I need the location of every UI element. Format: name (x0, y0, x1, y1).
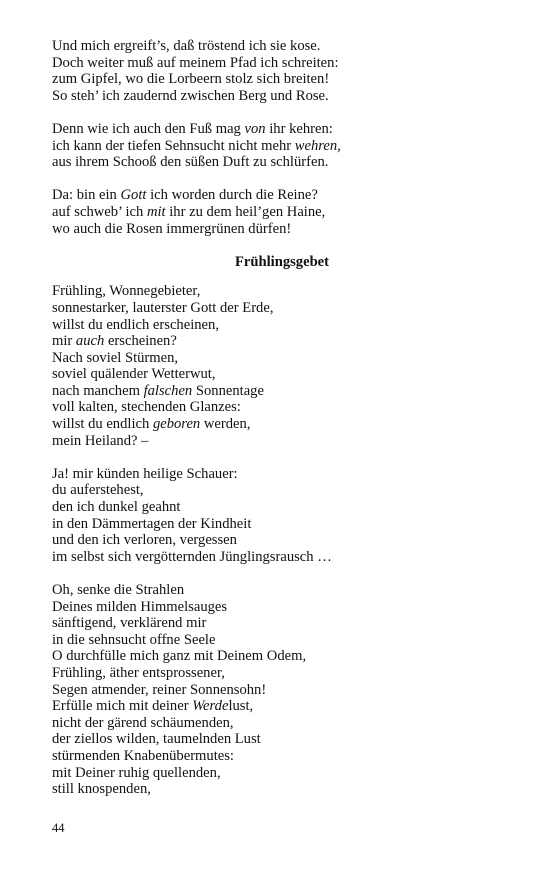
stanza (52, 38, 512, 104)
text-segment: Sonnentage (192, 382, 264, 399)
stanza (52, 283, 512, 449)
verse-line (52, 599, 512, 616)
text-segment: Denn wie ich auch den Fuß mag (52, 120, 245, 137)
verse-line (52, 366, 512, 383)
text-segment: aus ihrem Schooß den süßen Duft zu schlürfen. (52, 154, 329, 171)
poem-title: Frühlingsgebet (234, 253, 330, 270)
verse-line (52, 582, 512, 599)
text-segment: und den ich verloren, vergessen (52, 532, 237, 549)
text-segment: O durchfülle mich ganz mit Deinem Odem, (52, 648, 307, 665)
verse-line (52, 466, 512, 483)
verse-line (52, 416, 512, 433)
text-segment: nicht der gärend schäumenden, (52, 714, 234, 731)
verse-line (52, 549, 512, 566)
verse-line (52, 221, 512, 238)
verse-line (52, 317, 512, 334)
verse-line (52, 532, 512, 549)
stanza (52, 582, 512, 798)
text-segment: Deines milden Himmelsauges (52, 598, 228, 615)
verse-line (52, 698, 512, 715)
text-segment: So steh’ ich zaudernd zwischen Berg und Rose. (52, 87, 329, 104)
text-segment: werden, (200, 416, 251, 433)
verse-line (52, 71, 512, 88)
text-segment: in die sehnsucht offne Seele (52, 631, 216, 648)
text-segment: lust, (228, 698, 254, 715)
verse-line (52, 399, 512, 416)
verse-line (52, 499, 512, 516)
verse-line (52, 333, 512, 350)
verse-line (52, 731, 512, 748)
text-segment: Nach soviel Stürmen, (52, 349, 179, 366)
verse-line (52, 300, 512, 317)
text-segment: mit Deiner ruhig quellenden, (52, 764, 221, 781)
verse-line (52, 38, 512, 55)
poem-body (52, 283, 512, 797)
text-segment: soviel quälender Wetterwut, (52, 366, 216, 383)
verse-line (52, 433, 512, 450)
text-segment: sänftigend, verklärend mir (52, 615, 207, 632)
italic-text: geboren (152, 416, 201, 433)
verse-line (52, 350, 512, 367)
verse-line (52, 748, 512, 765)
text-block (52, 38, 512, 814)
verse-line (52, 187, 512, 204)
italic-text: Werde (192, 698, 229, 715)
text-segment: den ich dunkel geahnt (52, 499, 181, 516)
text-segment: Da: bin ein (52, 187, 121, 204)
italic-text: mit (146, 203, 166, 220)
verse-line (52, 121, 512, 138)
page-number: 44 (52, 821, 65, 835)
verse-line (52, 88, 512, 105)
verse-line (52, 648, 512, 665)
text-segment: Segen atmender, reiner Sonnensohn! (52, 681, 267, 698)
text-segment: mein Heiland? – (52, 432, 149, 449)
text-segment: willst du endlich (52, 416, 153, 433)
verse-line (52, 383, 512, 400)
verse-line (52, 55, 512, 72)
stanza (52, 121, 512, 171)
text-segment: willst du endlich erscheinen, (52, 316, 219, 333)
italic-text: Gott (120, 187, 147, 204)
verse-line (52, 781, 512, 798)
text-segment: auf schweb’ ich (52, 203, 147, 220)
verse-line (52, 682, 512, 699)
italic-text: von (244, 120, 266, 137)
text-segment: in den Dämmertagen der Kindheit (52, 515, 252, 532)
italic-text: auch (75, 333, 105, 350)
text-segment: der ziellos wilden, taumelnden Lust (52, 731, 261, 748)
verse-line (52, 615, 512, 632)
text-segment: ich worden durch die Reine? (146, 187, 318, 204)
verse-line (52, 154, 512, 171)
text-segment: Und mich ergreift’s, daß tröstend ich sie kose. (52, 38, 321, 54)
text-segment: zum Gipfel, wo die Lorbeern stolz sich breiten! (52, 71, 330, 88)
italic-text: falschen (143, 382, 193, 399)
text-segment: stürmenden Knabenübermutes: (52, 747, 234, 764)
verse-line (52, 516, 512, 533)
text-segment: erscheinen? (104, 333, 177, 350)
verse-line (52, 765, 512, 782)
text-segment: Erfülle mich mit deiner (52, 698, 193, 715)
verse-line (52, 204, 512, 221)
verse-line (52, 138, 512, 155)
text-segment: mir (52, 333, 76, 350)
text-segment: im selbst sich vergötternden Jünglingsrausch … (52, 548, 332, 565)
text-segment: still knospenden, (52, 781, 151, 798)
stanza (52, 466, 512, 566)
text-segment: Doch weiter muß auf meinem Pfad ich schreiten: (52, 54, 339, 71)
text-segment: wo auch die Rosen immergrünen dürfen! (52, 220, 292, 237)
text-segment: nach manchem (52, 382, 144, 399)
italic-text: wehren, (294, 137, 341, 154)
text-segment: ich kann der tiefen Sehnsucht nicht mehr (52, 137, 295, 154)
text-segment: du auferstehest, (52, 482, 144, 499)
text-segment: ihr kehren: (265, 120, 333, 137)
text-segment: Frühling, äther entsprossener, (52, 664, 225, 681)
sonnet-ending (52, 38, 512, 237)
verse-line (52, 283, 512, 300)
verse-line (52, 482, 512, 499)
verse-line (52, 715, 512, 732)
text-segment: Ja! mir künden heilige Schauer: (52, 465, 238, 482)
verse-line (52, 632, 512, 649)
verse-line (52, 665, 512, 682)
text-segment: voll kalten, stechenden Glanzes: (52, 399, 241, 416)
text-segment: sonnestarker, lauterster Gott der Erde, (52, 299, 274, 316)
text-segment: Oh, senke die Strahlen (52, 582, 185, 598)
text-segment: Frühling, Wonnegebieter, (52, 283, 201, 300)
text-segment: ihr zu dem heil’gen Haine, (165, 203, 326, 220)
stanza (52, 187, 512, 237)
